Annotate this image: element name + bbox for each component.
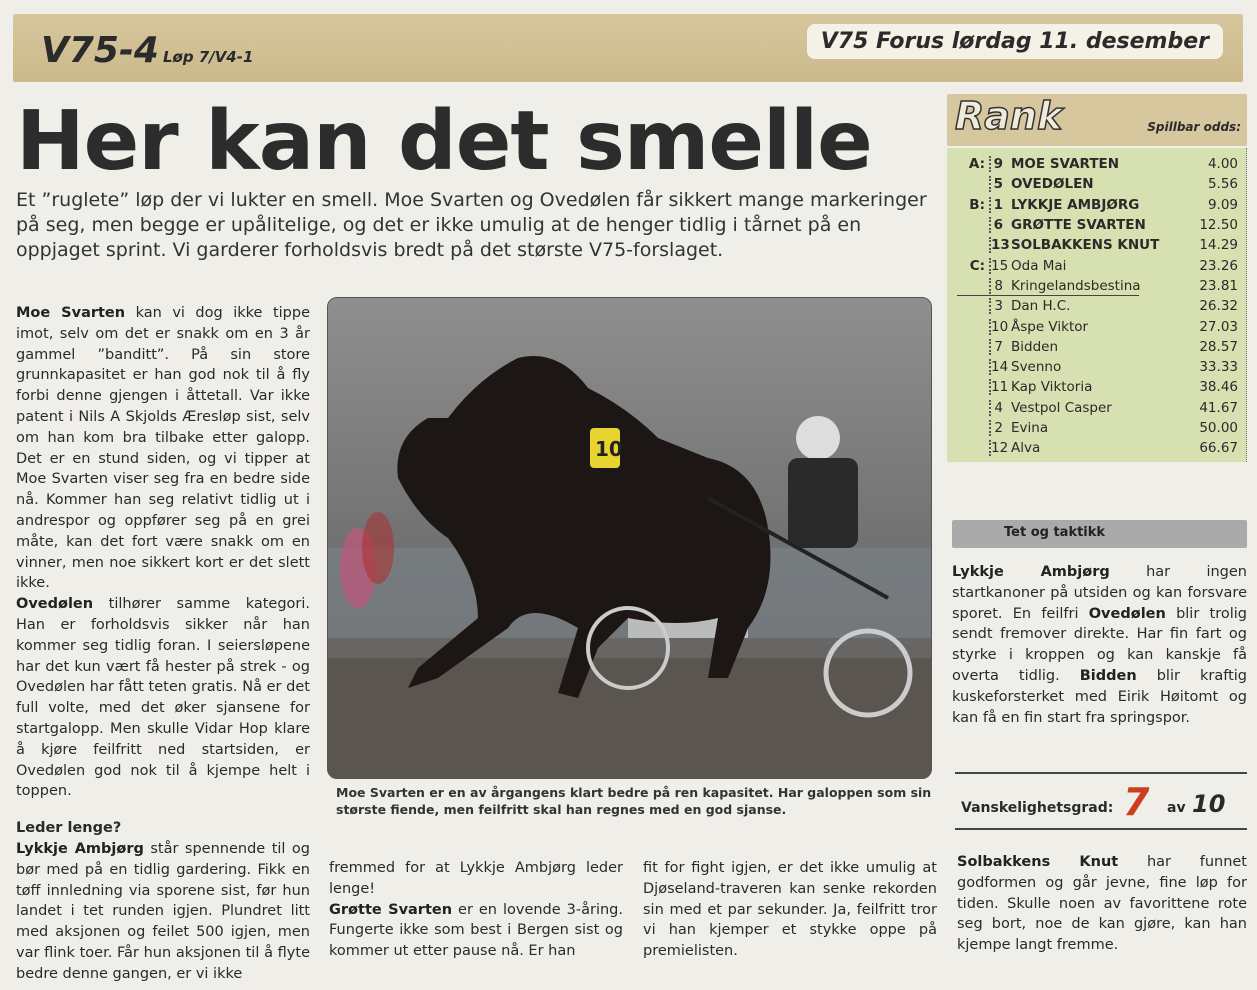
difficulty-of: av	[1167, 800, 1186, 816]
odds-value: 33.33	[1199, 359, 1238, 376]
rank-divider	[957, 295, 1139, 296]
difficulty-value: 7	[1123, 780, 1150, 824]
odds-value: 50.00	[1199, 420, 1238, 436]
horse-name: Kringelandsbestina	[1011, 277, 1141, 294]
rank-group: B:	[969, 196, 985, 213]
horse-name-solbakkens-knut: Solbakkens Knut	[957, 854, 1119, 870]
rank-row	[947, 154, 1246, 174]
start-number: 1	[989, 197, 1007, 213]
horse-name: Vestpol Casper	[1011, 399, 1112, 416]
horse-name-ovedolen: Ovedølen	[16, 596, 94, 613]
horse-name: Bidden	[1011, 338, 1059, 355]
rank-group: A:	[968, 156, 985, 173]
col2-text-2: er en lovende 3-åring. Fungerte ikke som best i Bergen sist og kommer ut etter pause nå. Er han	[329, 901, 623, 960]
start-number: 4	[989, 400, 1007, 416]
rank-box	[947, 94, 1247, 462]
horse-name-moe-svarten: Moe Svarten	[16, 305, 126, 321]
start-number: 14	[991, 359, 1009, 376]
rank-row	[947, 377, 1246, 397]
start-number: 7	[989, 339, 1007, 355]
horse-name: OVEDØLEN	[1011, 176, 1094, 193]
page-header-band	[13, 14, 1243, 82]
solbakkens-body: har funnet godformen og går jevne, fine løp for tiden. Skulle noen av favorittene rote seg bort, noe de kan gjøre, kan han kjempe langt fremme.	[957, 854, 1247, 954]
start-number: 13	[991, 237, 1010, 254]
rank-group: C:	[969, 257, 985, 274]
rank-row	[947, 316, 1246, 336]
rank-row	[947, 357, 1246, 377]
odds-value: 23.26	[1199, 257, 1238, 274]
subheading: Leder lenge?	[16, 820, 122, 837]
difficulty-box	[955, 772, 1247, 830]
start-number: 3	[989, 298, 1007, 314]
horse-name: Svenno	[1011, 359, 1062, 376]
odds-value: 12.50	[1199, 217, 1238, 234]
col1-text-2: tilhører samme kategori. Han er forholdsvis sikker når han kommer seg tidlig foran. I seiersløpene har det kun vært få hester på strek - og Ovedølen har fått teten gratis. Nå er det full volte, med det øker sjansene for startgalopp. Men skulle Vidar Hop klare å kjøre feilfritt ned startsiden, er Ovedølen god nok til å kjempe helt i toppen.	[16, 596, 310, 800]
rank-row	[947, 235, 1246, 255]
headline: Her kan det smelle	[16, 94, 872, 189]
rank-row	[947, 255, 1246, 275]
column-3: fit for fight igjen, er det ikke umulig at Djøseland-traveren kan senke rekorden sin med et par sekunder. Ja, feilfritt tror vi han kjemper et stykke oppe på premielisten.	[643, 860, 937, 960]
tactics-text-2: blir trolig sendt fremover direkte. Har fin fart og styrke i kroppen og kan kanskje få overta tidlig.	[952, 605, 1247, 684]
difficulty-max: 10	[1192, 790, 1226, 818]
col2-text-1: fremmed for at Lykkje Ambjørg leder lenge!	[329, 860, 623, 897]
horse-name: Oda Mai	[1011, 257, 1067, 274]
tactics-heading-bar	[952, 520, 1247, 548]
tactics-name-3: Bidden	[1079, 667, 1137, 684]
odds-value: 66.67	[1199, 440, 1238, 457]
start-number: 5	[989, 176, 1007, 192]
photo-caption: Moe Svarten er en av årgangens klart bedre på ren kapasitet. Har galoppen som sin største fiende, men feilfritt skal han regnes med en god sjanse.	[336, 785, 932, 817]
solbakkens-text	[957, 852, 1247, 956]
odds-value: 14.29	[1199, 237, 1238, 254]
rank-title-bar	[947, 94, 1247, 146]
start-number: 10	[991, 318, 1009, 335]
start-number: 9	[989, 156, 1007, 172]
rank-row	[947, 296, 1246, 316]
column-1	[16, 303, 310, 985]
horse-name: Åspe Viktor	[1011, 318, 1089, 335]
rank-logo: Rank	[955, 94, 1063, 138]
race-code-sub: Løp 7/V4-1	[162, 48, 254, 66]
rank-row	[947, 215, 1246, 235]
rank-row	[947, 337, 1246, 357]
odds-value: 4.00	[1207, 156, 1238, 173]
col1-text-3: står spennende til og bør med på en tidlig gardering. Fikk en tøff innledning via sporene sist, før hun landet i tet runden igjen. Plundret litt med aksjonen og feilet 500 igjen, men var flink toer. Får hun aksjonen til å flyte bedre denne gangen, er vi ikke	[16, 840, 310, 982]
start-number: 12	[991, 440, 1009, 457]
odds-value: 27.03	[1199, 318, 1238, 335]
rank-row	[947, 418, 1246, 438]
race-code	[41, 30, 253, 71]
horse-name: MOE SVARTEN	[1011, 156, 1120, 173]
start-number: 11	[991, 379, 1009, 396]
rank-row	[947, 276, 1246, 296]
odds-value: 38.46	[1199, 379, 1238, 396]
odds-value: 23.81	[1199, 277, 1238, 294]
tactics-name-2: Ovedølen	[1088, 605, 1166, 622]
rank-row	[947, 174, 1246, 194]
bib-number: 10	[595, 437, 623, 461]
event-title: V75 Forus lørdag 11. desember	[807, 24, 1223, 59]
horse-name-grotte-svarten: Grøtte Svarten	[329, 901, 453, 918]
odds-value: 5.56	[1207, 176, 1238, 193]
horse-name: Evina	[1011, 420, 1049, 436]
race-photo	[327, 297, 932, 779]
horse-sulky-illustration	[328, 298, 932, 779]
horse-name: GRØTTE SVARTEN	[1011, 217, 1146, 234]
rank-row	[947, 195, 1246, 215]
tactics-text-3: blir kraftig kuskeforsterket med Eirik Høitomt og kan få en fin start fra springspor.	[952, 667, 1247, 726]
horse-name: SOLBAKKENS KNUT	[1011, 237, 1160, 254]
race-code-main: V75-4	[41, 30, 159, 71]
tactics-heading: Tet og taktikk	[1004, 525, 1106, 540]
tactics-text-1: har ingen startkanoner på utsiden og kan forsvare sporet. En feilfri	[952, 564, 1247, 622]
tactics-name-1: Lykkje Ambjørg	[952, 564, 1110, 580]
horse-name-lykkje-ambjorg: Lykkje Ambjørg	[16, 840, 144, 857]
horse-name: Dan H.C.	[1011, 298, 1071, 315]
col1-text-1: kan vi dog ikke tippe imot, selv om det er snakk om en 3 år gammel ”banditt”. På sin store grunnkapasitet er han god nok til å fly forbi denne gjengen i åttetall. Var ikke patent i Nils A Skjolds Æresløp sist, selv om han kom bra tilbake etter galopp. Det er en stund siden, og vi tipper at Moe Svarten viser seg fra en bedre side nå. Kommer han seg relativt tidlig ut i andrespor og oppfører seg på en grei måte, kan det fort være snakk om en vinner, men noe sikkert kort er det slett ikke.	[16, 305, 310, 592]
odds-value: 28.57	[1199, 338, 1238, 355]
rank-row	[947, 438, 1246, 458]
difficulty-label: Vanskelighetsgrad:	[961, 800, 1114, 816]
rank-table	[947, 148, 1247, 462]
odds-value: 9.09	[1207, 196, 1238, 213]
start-number: 2	[989, 420, 1007, 436]
horse-name: Kap Viktoria	[1011, 379, 1093, 396]
start-number: 15	[991, 257, 1009, 274]
odds-label: Spillbar odds:	[1147, 120, 1241, 134]
odds-value: 26.32	[1199, 298, 1238, 315]
odds-value: 41.67	[1199, 399, 1238, 416]
start-number: 8	[989, 278, 1007, 294]
tactics-text	[952, 562, 1247, 728]
lead-paragraph: Et ”ruglete” løp der vi lukter en smell. Moe Svarten og Ovedølen får sikkert mange markeringer på seg, men begge er upålitelige, og det er ikke umulig at de henger tidlig i tårnet på en oppjaget sprint. Vi garderer forholdsvis bredt på det største V75-forslaget.	[16, 189, 927, 261]
column-2	[329, 858, 623, 962]
horse-name: Alva	[1011, 440, 1041, 457]
rank-row	[947, 398, 1246, 418]
horse-name: LYKKJE AMBJØRG	[1011, 196, 1140, 213]
start-number: 6	[989, 217, 1007, 233]
